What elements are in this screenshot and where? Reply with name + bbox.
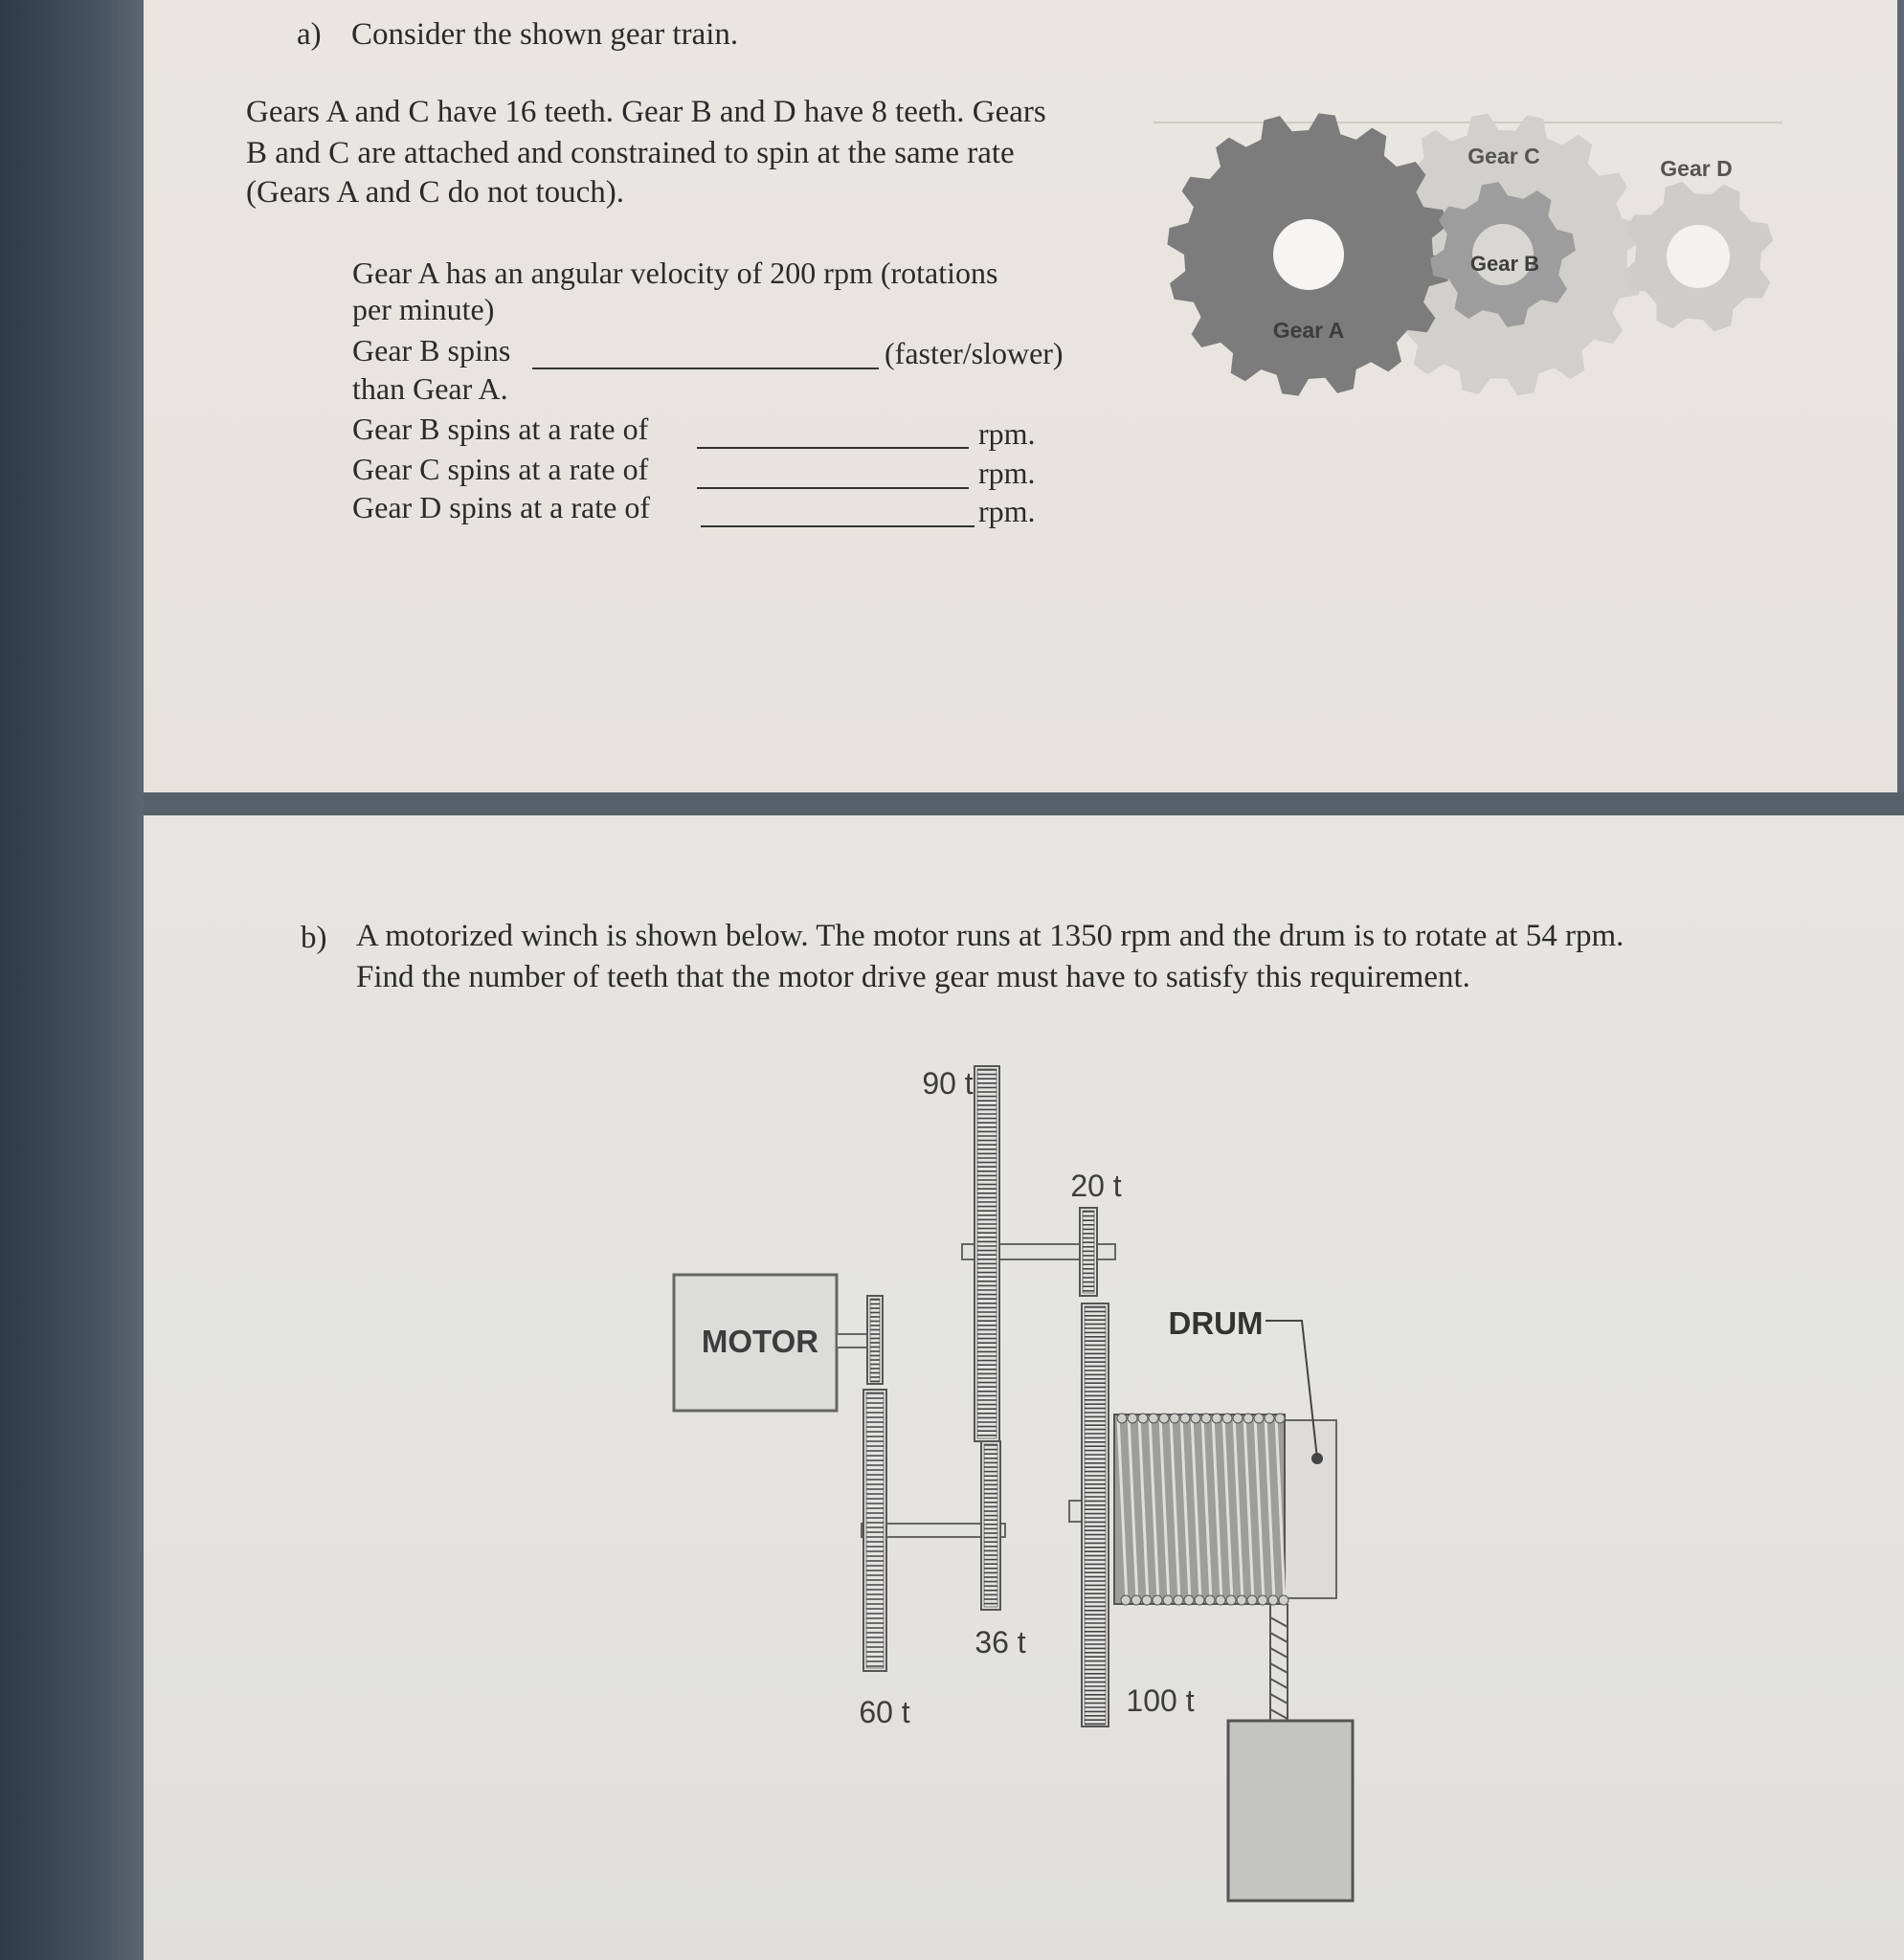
- intro-line-2: B and C are attached and constrained to spin at the same rate: [246, 136, 1015, 170]
- gear-a-label: Gear A: [1272, 318, 1345, 343]
- part-a-label: a): [297, 17, 322, 52]
- gear-b-label: Gear B: [1469, 252, 1540, 276]
- label-90t: 90 t: [922, 1066, 974, 1101]
- given-line-1: Gear A has an angular velocity of 200 rpm (rotations: [352, 256, 998, 290]
- motor-label: MOTOR: [701, 1324, 819, 1359]
- question-than-gear-a: than Gear A.: [352, 371, 508, 406]
- question-rate-c: Gear C spins at a rate of: [352, 452, 649, 486]
- label-60t: 60 t: [859, 1695, 910, 1729]
- question-b-spins: Gear B spins: [352, 333, 511, 368]
- gear-60t: [863, 1390, 886, 1671]
- intro-line-1: Gears A and C have 16 teeth. Gear B and D have 8 teeth. Gears: [246, 95, 1046, 129]
- unit-rate-b: rpm.: [978, 416, 1036, 451]
- label-100t: 100 t: [1126, 1683, 1195, 1718]
- faster-slower-hint: (faster/slower): [885, 336, 1064, 370]
- motor-drive-gear: [867, 1296, 883, 1384]
- gear-20t: [1080, 1208, 1097, 1296]
- label-20t: 20 t: [1070, 1169, 1122, 1203]
- question-rate-d: Gear D spins at a rate of: [352, 490, 650, 524]
- rope: [1270, 1604, 1288, 1723]
- gear-36t: [981, 1441, 1000, 1610]
- unit-rate-c: rpm.: [978, 456, 1036, 490]
- question-rate-b: Gear B spins at a rate of: [352, 412, 649, 446]
- drum-end-flange: [1281, 1420, 1336, 1598]
- intro-line-3: (Gears A and C do not touch).: [246, 175, 625, 210]
- unit-rate-d: rpm.: [978, 494, 1036, 528]
- part-b-line-2: Find the number of teeth that the motor drive gear must have to satisfy this requirement.: [356, 960, 1470, 994]
- part-b-line-1: A motorized winch is shown below. The motor runs at 1350 rpm and the drum is to rotate at 54 rpm.: [356, 919, 1624, 953]
- given-line-2: per minute): [352, 292, 495, 326]
- part-a-heading: Consider the shown gear train.: [351, 17, 739, 52]
- part-b-label: b): [301, 921, 327, 955]
- gear-d-label: Gear D: [1660, 156, 1733, 181]
- hanging-load: [1228, 1721, 1353, 1901]
- drum-leader-dot: [1311, 1453, 1323, 1464]
- label-36t: 36 t: [974, 1625, 1026, 1659]
- drum-label: DRUM: [1168, 1305, 1264, 1341]
- gear-90t: [974, 1066, 999, 1441]
- gear-c-label: Gear C: [1467, 144, 1540, 168]
- gear-100t: [1082, 1303, 1109, 1726]
